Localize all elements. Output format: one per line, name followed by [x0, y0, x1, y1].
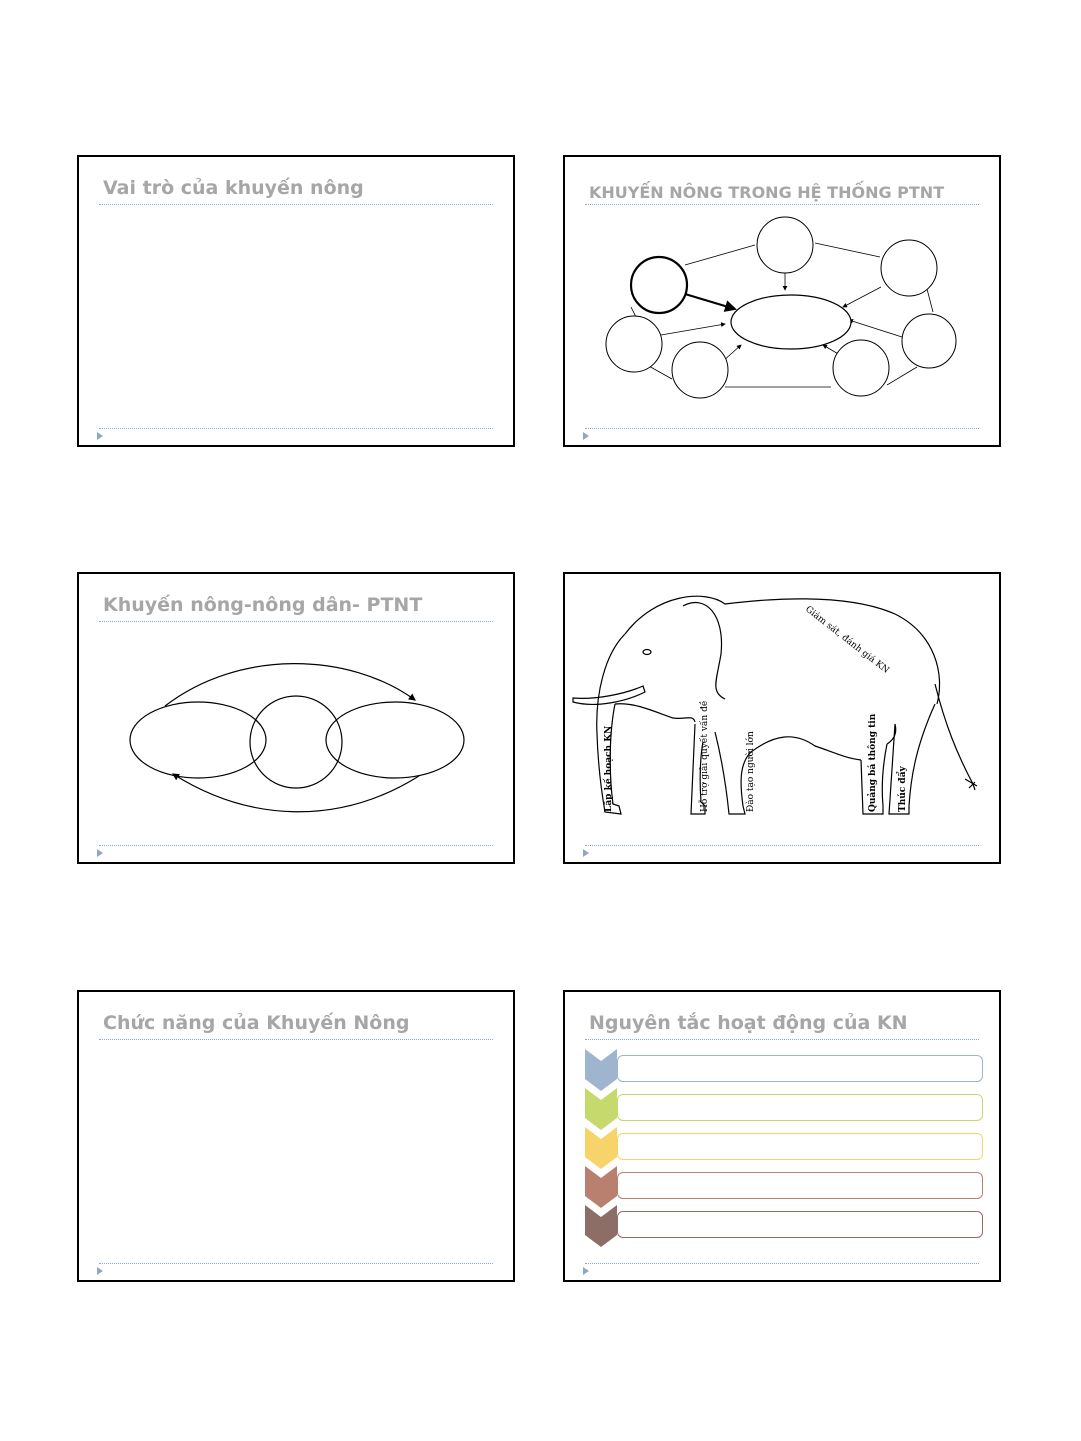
node — [881, 240, 937, 296]
footer-arrow-icon — [97, 1267, 103, 1275]
node — [833, 340, 889, 396]
slide-title: Chức năng của Khuyến Nông — [103, 1012, 410, 1034]
footer-arrow-icon — [97, 432, 103, 440]
arrow — [661, 324, 725, 335]
node — [631, 257, 687, 313]
node — [757, 217, 813, 273]
middle-circle — [250, 696, 342, 788]
connector — [927, 289, 933, 312]
arrow — [843, 287, 881, 307]
footer-arrow-icon — [583, 432, 589, 440]
elephant-label-leg3: Quảng bá thông tin — [868, 713, 878, 812]
chevron-icon — [585, 1127, 617, 1171]
footer-divider — [585, 428, 979, 429]
slide-3 — [77, 572, 515, 864]
slide-title: KHUYẾN NÔNG TRONG HỆ THỐNG PTNT — [589, 183, 945, 202]
connector — [647, 365, 672, 379]
title-divider — [585, 1039, 979, 1040]
center-node — [731, 295, 851, 349]
title-divider — [99, 204, 493, 205]
system-diagram — [565, 157, 1001, 447]
principle-bar — [617, 1094, 983, 1121]
principle-bar — [617, 1211, 983, 1238]
slide-title: Vai trò của khuyến nông — [103, 177, 364, 199]
elephant-label-leg1: Hỗ trợ giải quyết vấn đề — [700, 700, 710, 812]
slide-2 — [563, 155, 1001, 447]
chevron-icon — [585, 1166, 617, 1210]
principle-bar — [617, 1172, 983, 1199]
node — [902, 314, 956, 368]
node — [672, 342, 728, 398]
principle-bar — [617, 1133, 983, 1160]
title-divider — [99, 1039, 493, 1040]
slide-title: Khuyến nông-nông dân- PTNT — [103, 594, 423, 616]
arrow — [849, 320, 902, 337]
venn-diagram — [79, 574, 515, 864]
elephant-label-leg2: Đào tạo người lớn — [746, 731, 756, 812]
node — [606, 316, 662, 372]
footer-divider — [99, 428, 493, 429]
connector — [685, 245, 755, 265]
left-ellipse — [130, 702, 266, 778]
principle-bar — [617, 1055, 983, 1082]
footer-divider — [99, 1263, 493, 1264]
chevron-icon — [585, 1088, 617, 1132]
bottom-arrow — [173, 774, 419, 812]
chevron-icon — [585, 1049, 617, 1093]
elephant-label-back: Giám sát, đánh giá KN — [803, 604, 891, 676]
connector — [815, 243, 880, 257]
slide-6 — [563, 990, 1001, 1282]
slide-1 — [77, 155, 515, 447]
slide-title: Nguyên tắc hoạt động của KN — [589, 1012, 908, 1034]
top-arrow — [165, 664, 415, 706]
footer-divider — [99, 845, 493, 846]
elephant-diagram — [565, 574, 1001, 864]
connector — [887, 367, 917, 385]
elephant-label-trunk: Lập kế hoạch KN — [604, 725, 614, 812]
slide-5 — [77, 990, 515, 1282]
elephant-outline — [573, 596, 977, 814]
chevron-icon — [585, 1205, 617, 1249]
footer-divider — [585, 1263, 979, 1264]
right-ellipse — [326, 702, 464, 778]
elephant-label-leg4: Thúc đẩy — [898, 766, 908, 812]
footer-arrow-icon — [97, 849, 103, 857]
slide-4 — [563, 572, 1001, 864]
footer-arrow-icon — [583, 849, 589, 857]
footer-divider — [585, 845, 979, 846]
footer-arrow-icon — [583, 1267, 589, 1275]
arrow — [685, 294, 735, 309]
